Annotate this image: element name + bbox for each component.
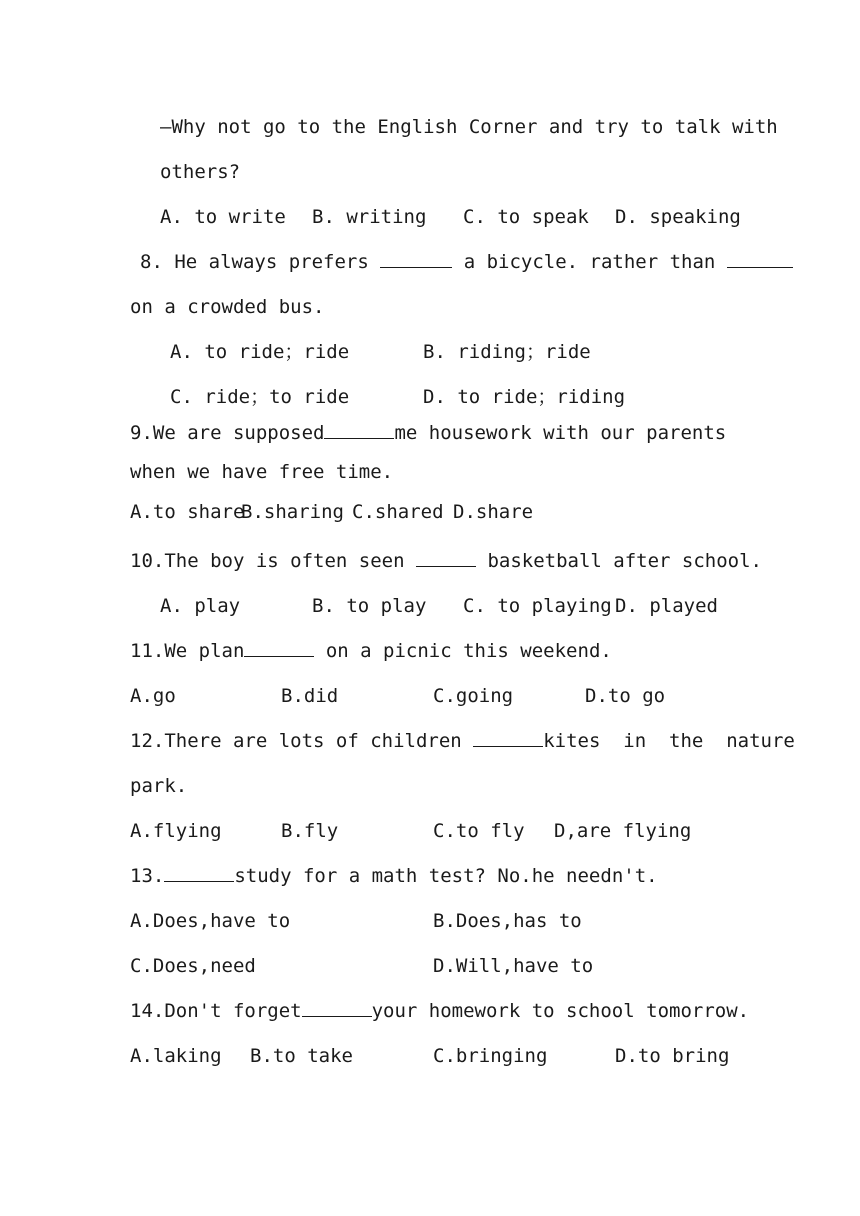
q12-blank	[473, 730, 543, 747]
q8-number: 8.	[140, 251, 163, 273]
q9-blank	[324, 422, 394, 439]
q8-option-a: A. to ride；ride	[170, 341, 350, 363]
q11-option-d: D.to go	[585, 685, 666, 707]
q8-text-pre: He always prefers	[174, 251, 369, 273]
q12-option-b: B.fly	[281, 820, 339, 842]
q14-blank	[302, 1000, 372, 1017]
q11-blank	[244, 640, 314, 657]
q13-option-c: C.Does,need	[130, 955, 256, 977]
q7-option-c: C. to speak	[463, 206, 589, 228]
q14-text-pre: 14.Don't forget	[130, 1000, 302, 1022]
q12-text-post: kites in the nature	[543, 730, 795, 752]
q14-option-b: B.to take	[250, 1045, 353, 1067]
q13-text-pre: 13.	[130, 865, 165, 887]
q11-line1	[130, 639, 612, 663]
q7-line1: —Why not go to the English Corner and try to talk with	[160, 116, 778, 138]
q10-text-pre: 10.The boy is often seen	[130, 550, 405, 572]
q12-text-pre: 12.There are lots of children	[130, 730, 462, 752]
q9-text-post: me housework with our parents	[394, 422, 727, 444]
q12-line2: park.	[130, 775, 188, 797]
q14-line1	[130, 999, 749, 1023]
q12-option-c: C.to fly	[433, 820, 525, 842]
q10-option-b: B. to play	[312, 595, 427, 617]
q8-text-mid: a bicycle. rather than	[463, 251, 716, 273]
q11-text-post: on a picnic this weekend.	[325, 640, 612, 662]
q10-option-a: A. play	[160, 595, 241, 617]
q12-option-a: A.flying	[130, 820, 222, 842]
q13-blank	[164, 865, 234, 882]
q8-line1	[140, 250, 793, 274]
q10-blank	[416, 550, 476, 567]
q12-option-d: D,are flying	[554, 820, 692, 842]
q9-text-pre: 9.We are supposed	[130, 422, 325, 444]
q9-line2: when we have free time.	[130, 461, 394, 483]
q9-option-d: D.share	[453, 501, 534, 523]
q8-option-c: C. ride；to ride	[170, 386, 350, 408]
q14-option-c: C.bringing	[433, 1045, 548, 1067]
q9-line1	[130, 421, 726, 445]
q10-line1	[130, 549, 762, 573]
q9-option-a: A.to share	[130, 501, 245, 523]
q8-option-d: D. to ride；riding	[423, 386, 626, 408]
q10-text-post: basketball after school.	[487, 550, 762, 572]
q13-option-d: D.Will,have to	[433, 955, 594, 977]
q10-option-d: D. played	[615, 595, 718, 617]
q11-option-b: B.did	[281, 685, 339, 707]
q14-option-d: D.to bring	[615, 1045, 730, 1067]
q7-option-a: A. to write	[160, 206, 286, 228]
q7-option-b: B. writing	[312, 206, 427, 228]
q9-option-b: B.sharing	[241, 501, 344, 523]
q8-blank-1	[380, 251, 452, 268]
q9-option-c: C.shared	[352, 501, 444, 523]
q7-line2: others?	[160, 161, 241, 183]
q8-line2: on a crowded bus.	[130, 296, 325, 318]
q11-option-c: C.going	[433, 685, 514, 707]
q12-line1	[130, 729, 795, 753]
q14-option-a: A.laking	[130, 1045, 222, 1067]
q8-blank-2	[727, 251, 793, 268]
q13-text-post: study for a math test? No.he needn't.	[234, 865, 658, 887]
q10-option-c: C. to playing	[463, 595, 612, 617]
q11-option-a: A.go	[130, 685, 176, 707]
q11-text-pre: 11.We plan	[130, 640, 245, 662]
q13-line1	[130, 864, 658, 888]
q7-option-d: D. speaking	[615, 206, 741, 228]
q13-option-a: A.Does,have to	[130, 910, 291, 932]
q14-text-post: your homework to school tomorrow.	[371, 1000, 750, 1022]
q13-option-b: B.Does,has to	[433, 910, 582, 932]
q8-option-b: B. riding；ride	[423, 341, 591, 363]
